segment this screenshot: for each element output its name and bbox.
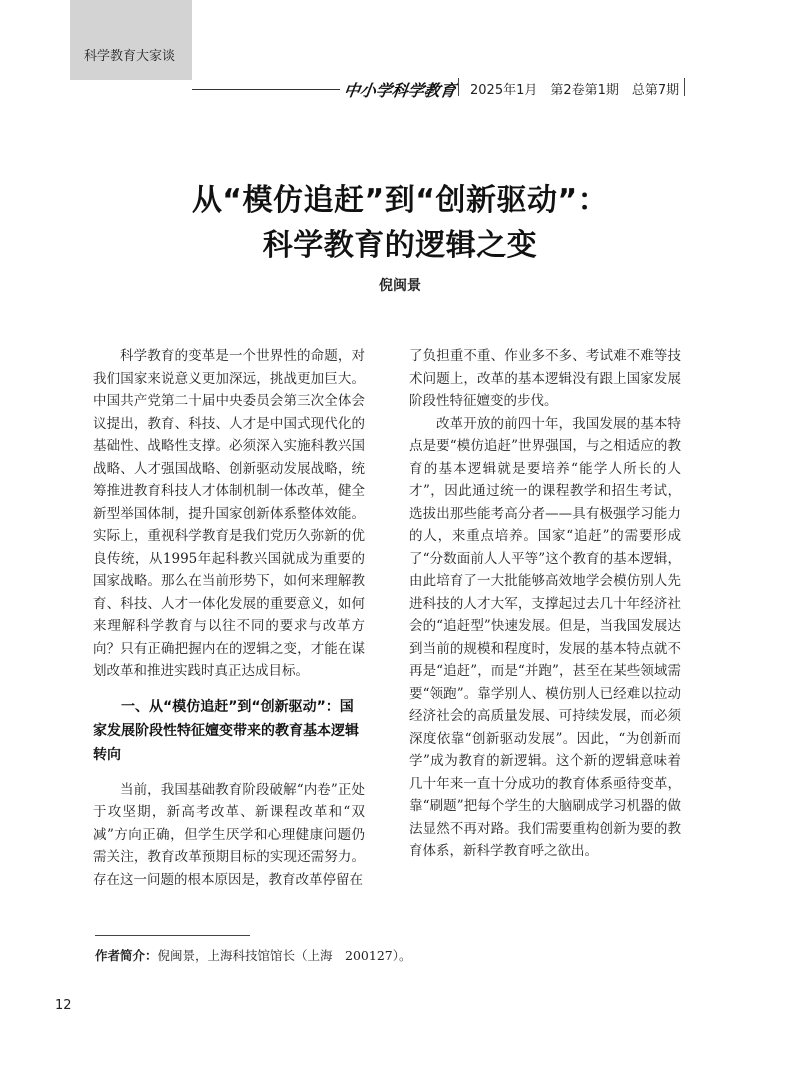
- footnote-text: 倪闽景，上海科技馆馆长（上海 200127）。: [157, 948, 412, 963]
- footnote-rule: [95, 935, 250, 936]
- footnote-label: 作者简介：: [95, 948, 158, 963]
- body-paragraph: 当前，我国基础教育阶段破解“内卷”正处于攻坚期，新高考改革、新课程改革和“双减”方向正确，但学生厌学和心理健康问题仍需关注，教育改革预期目标的实现还需努力。存在这一问题的根本原因是，教育改革停留在: [93, 781, 365, 888]
- section-heading: 一、从“模仿追赶”到“创新驱动”：国家发展阶段性特征嬗变带来的教育基本逻辑转向: [93, 698, 359, 763]
- article-title-line1: 从“模仿追赶”到“创新驱动”：: [191, 183, 609, 218]
- author-footnote: [95, 946, 411, 964]
- page-number: 12: [55, 998, 72, 1013]
- author-name: 倪闽景: [379, 278, 421, 294]
- header-separator: [684, 78, 685, 96]
- body-paragraph: 改革开放的前四十年，我国发展的基本特点是要“模仿追赶”世界强国，与之相适应的教育的基本逻辑就是要培养“能学人所长的人才”，因此通过统一的课程教学和招生考试，选拔出那些能考高分者——具有极强学习能力的人，来重点培养。国家“追赶”的需要形成了“分数面前人人平等”这个教育的基本逻辑，由此培育了一大批能够高效地学会模仿别人先进科技的人才大军，支撑起过去几十年经济社会的“追赶型”快速发展。但是，当我国发展达到当前的规模和程度时，发展的基本特点就不再是“追赶”，而是“并跑”，甚至在某些领域需要“领跑”。靠学别人、模仿别人已经难以拉动经济社会的高质量发展、可持续发展，而必须深度依靠“创新驱动发展”。因此，“为创新而学”成为教育的新逻辑。这个新的逻辑意味着几十年来一直十分成功的教育体系亟待变革，靠“刷题”把每个学生的大脑刷成学习机器的做法显然不再对路。我们需要重构创新为要的教育体系，新科学教育呼之欲出。: [409, 415, 681, 859]
- header-separator: [458, 78, 459, 96]
- body-paragraph: 了负担重不重、作业多不多、考试难不难等技术问题上，改革的基本逻辑没有跟上国家发展阶段性特征嬗变的步伐。: [409, 348, 681, 409]
- right-column: [409, 345, 681, 863]
- issue-info: 2025年1月 第2卷第1期 总第7期: [470, 83, 680, 98]
- journal-logo: 中小学科学教育: [342, 81, 458, 100]
- body-paragraph: 科学教育的变革是一个世界性的命题，对我们国家来说意义更加深远，挑战更加巨大。中国共产党第二十届中央委员会第三次全体会议提出，教育、科技、人才是中国式现代化的基础性、战略性支撑。必须深入实施科教兴国战略、人才强国战略、创新驱动发展战略，统筹推进教育科技人才体制机制一体改革，健全新型举国体制，提升国家创新体系整体效能。实际上，重视科学教育是我们党历久弥新的优良传统，从1995年起科教兴国就成为重要的国家战略。那么在当前形势下，如何来理解教育、科技、人才一体化发展的重要意义，如何来理解科学教育与以往不同的要求与改革方向？只有正确把握内在的逻辑之变，才能在谋划改革和推进实践时真正达成目标。: [93, 348, 365, 679]
- left-column: [93, 345, 365, 891]
- section-tab-label: 科学教育大家谈: [84, 49, 176, 64]
- article-title-line2: 科学教育的逻辑之变: [262, 228, 538, 263]
- section-tab: [70, 0, 192, 80]
- header-rule: [192, 89, 340, 90]
